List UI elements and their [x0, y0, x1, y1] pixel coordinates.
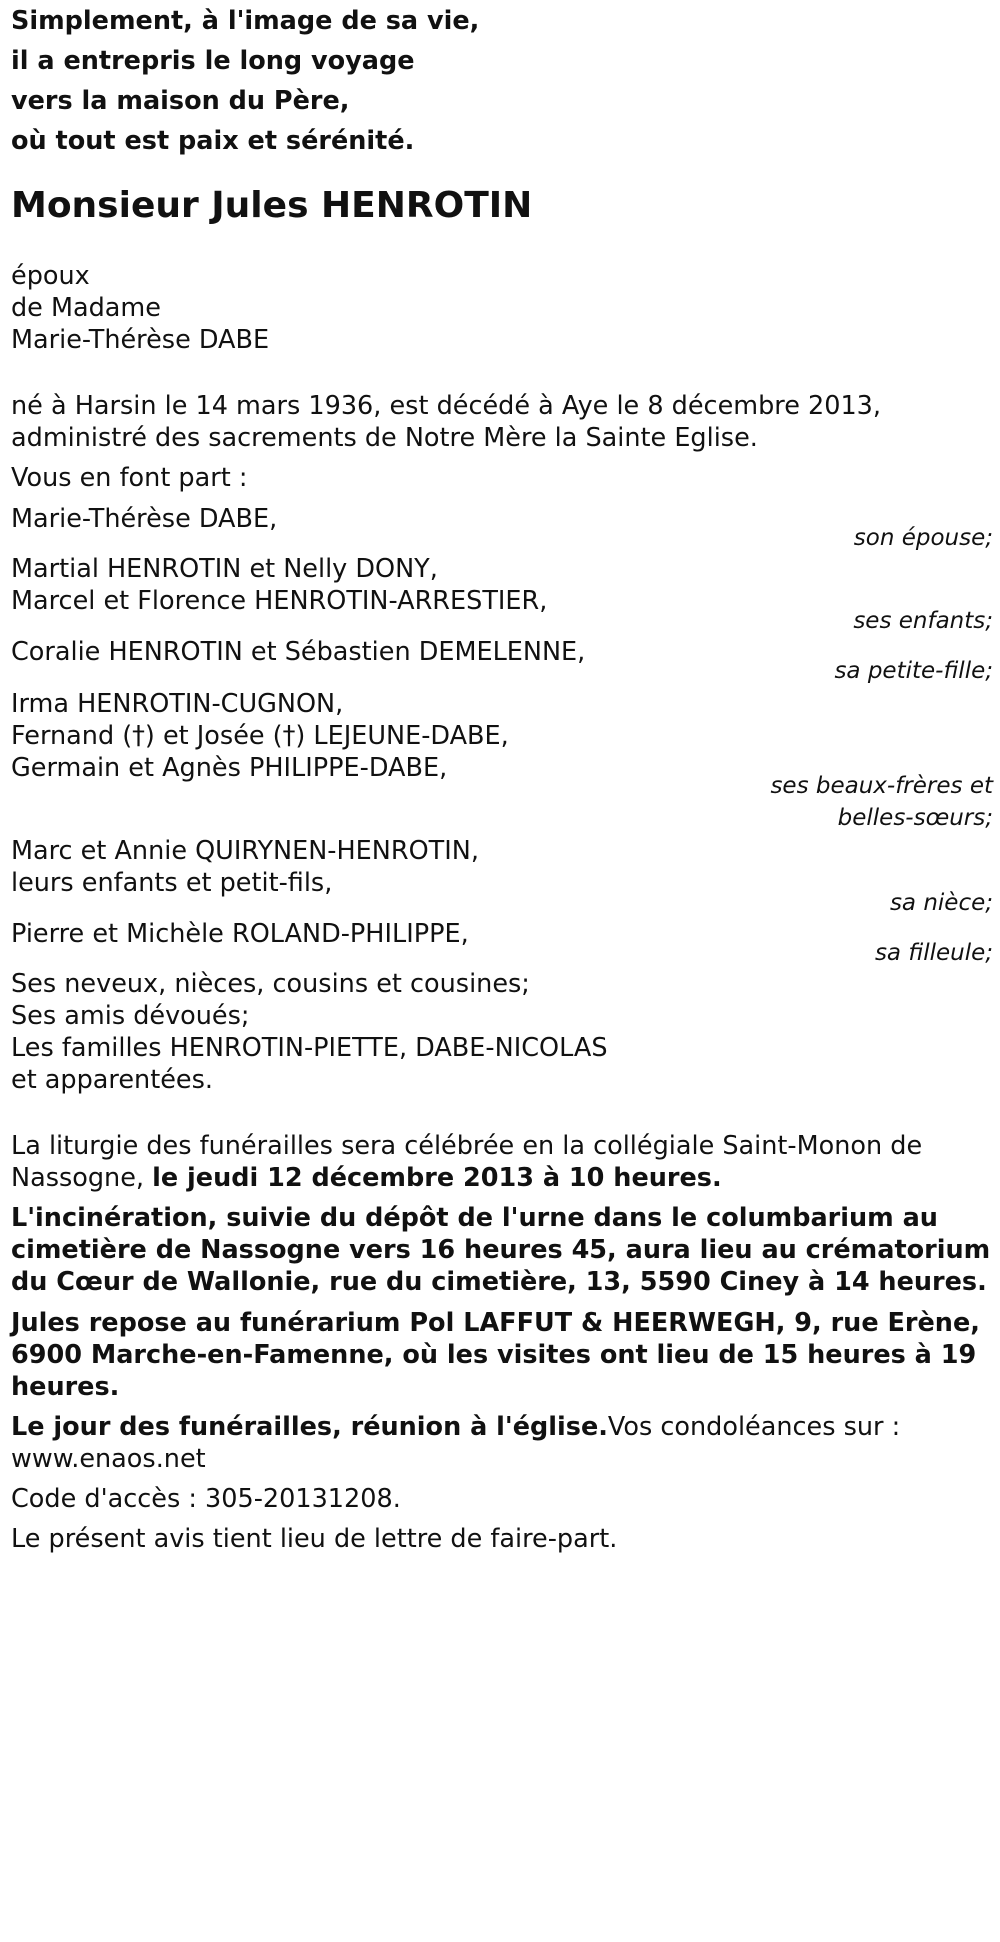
role-grandchild: sa petite-fille;: [834, 658, 993, 684]
meeting-text: Le jour des funérailles, réunion à l'église.: [11, 1412, 608, 1442]
family-child-2: Marcel et Florence HENROTIN-ARRESTIER,: [11, 586, 548, 616]
incineration-line-3: du Cœur de Wallonie, rue du cimetière, 13, 5590 Ciney à 14 heures.: [11, 1267, 987, 1297]
liturgy-date: le jeudi 12 décembre 2013 à 10 heures.: [152, 1163, 722, 1193]
condolences-text: Vos condoléances sur :: [607, 1412, 901, 1442]
poem-line-1: Simplement, à l'image de sa vie,: [11, 6, 480, 36]
incineration-line-2: cimetière de Nassogne vers 16 heures 45, aura lieu au crématorium: [11, 1235, 991, 1265]
spouse-line-1: époux: [11, 261, 90, 291]
spouse-line-2: de Madame: [11, 293, 161, 323]
access-code: Code d'accès : 305-20131208.: [11, 1484, 401, 1514]
liturgy-place: Nassogne,: [11, 1163, 153, 1193]
rest-line-1: Jules repose au funérarium Pol LAFFUT & HEERWEGH, 9, rue Erène,: [11, 1308, 980, 1338]
deceased-name: Monsieur Jules HENROTIN: [11, 185, 533, 226]
poem-line-2: il a entrepris le long voyage: [11, 46, 415, 76]
poem-line-4: où tout est paix et sérénité.: [11, 126, 415, 156]
birth-death-line-1: né à Harsin le 14 mars 1936, est décédé à Aye le 8 décembre 2013,: [11, 391, 882, 421]
website-link[interactable]: www.enaos.net: [11, 1444, 206, 1474]
family-other-2: Ses amis dévoués;: [11, 1001, 250, 1031]
role-spouse: son épouse;: [853, 525, 993, 551]
birth-death-line-2: administré des sacrements de Notre Mère la Sainte Eglise.: [11, 423, 758, 453]
role-inlaws-2: belles-sœurs;: [837, 805, 993, 831]
spouse-line-3: Marie-Thérèse DABE: [11, 325, 270, 355]
family-inlaw-1: Irma HENROTIN-CUGNON,: [11, 689, 344, 719]
role-children: ses enfants;: [853, 608, 993, 634]
rest-line-2: 6900 Marche-en-Famenne, où les visites ont lieu de 15 heures à 19: [11, 1340, 977, 1370]
role-niece: sa nièce;: [889, 890, 993, 916]
role-inlaws-1: ses beaux-frères et: [770, 773, 993, 799]
family-inlaw-3: Germain et Agnès PHILIPPE-DABE,: [11, 753, 448, 783]
family-child-1: Martial HENROTIN et Nelly DONY,: [11, 554, 438, 584]
family-niece-2: leurs enfants et petit-fils,: [11, 868, 333, 898]
announce-text: Vous en font part :: [11, 463, 248, 493]
family-spouse: Marie-Thérèse DABE,: [11, 504, 278, 534]
family-other-1: Ses neveux, nièces, cousins et cousines;: [11, 969, 530, 999]
family-goddaughter: Pierre et Michèle ROLAND-PHILIPPE,: [11, 919, 469, 949]
family-grandchild: Coralie HENROTIN et Sébastien DEMELENNE,: [11, 637, 586, 667]
rest-line-3: heures.: [11, 1372, 120, 1402]
incineration-line-1: L'incinération, suivie du dépôt de l'urne dans le columbarium au: [11, 1203, 938, 1233]
liturgy-line-2: [11, 1163, 722, 1193]
family-niece-1: Marc et Annie QUIRYNEN-HENROTIN,: [11, 836, 479, 866]
family-other-4: et apparentées.: [11, 1065, 213, 1095]
role-goddaughter: sa filleule;: [874, 940, 993, 966]
family-other-3: Les familles HENROTIN-PIETTE, DABE-NICOLAS: [11, 1033, 608, 1063]
meeting-line: [11, 1412, 900, 1442]
liturgy-line-1: La liturgie des funérailles sera célébrée en la collégiale Saint-Monon de: [11, 1131, 923, 1161]
notice-text: Le présent avis tient lieu de lettre de faire-part.: [11, 1524, 618, 1554]
family-inlaw-2: Fernand (†) et Josée (†) LEJEUNE-DABE,: [11, 721, 509, 751]
poem-line-3: vers la maison du Père,: [11, 86, 350, 116]
